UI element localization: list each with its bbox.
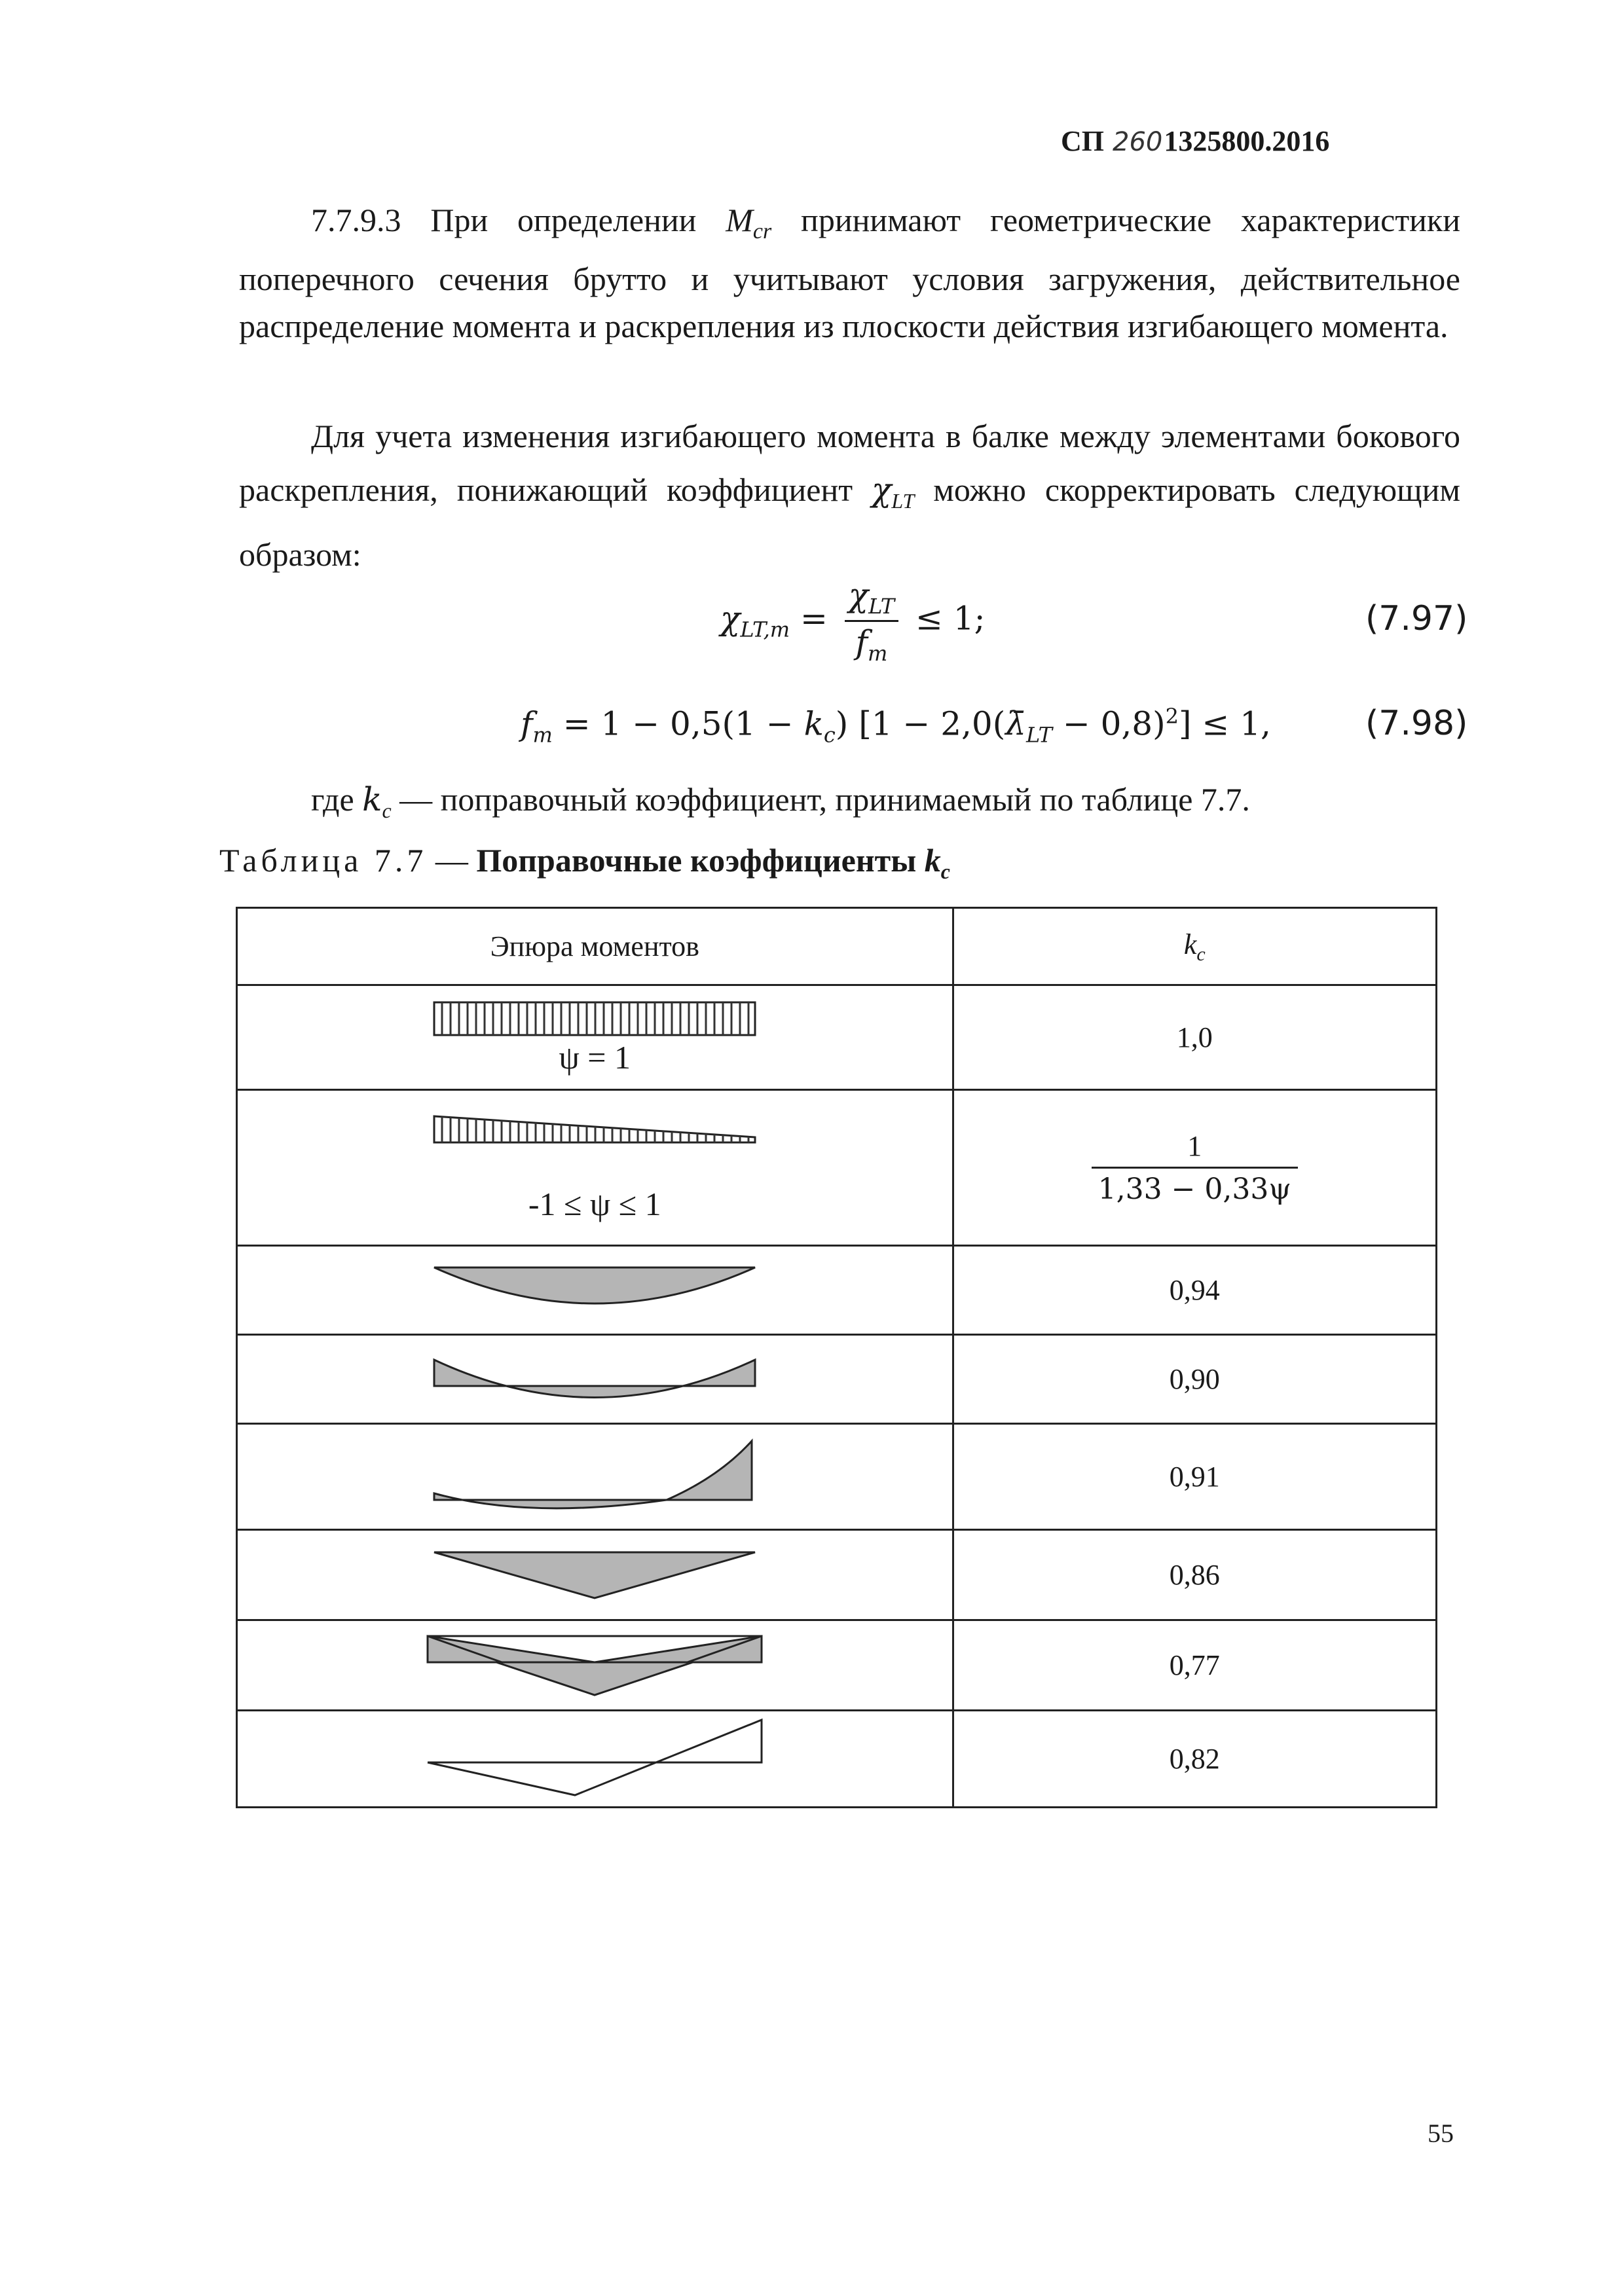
- psi-label-2: -1 ≤ ψ ≤ 1: [528, 1185, 661, 1222]
- kc-value-8: 0,82: [953, 1711, 1436, 1808]
- eq97-eq: =: [790, 599, 838, 638]
- kc-table: [236, 907, 1437, 1808]
- uniform-moment-diagram: [431, 999, 758, 1038]
- table-row: [237, 1424, 1437, 1530]
- eq98-part2: ) [1 − 2,0(: [835, 704, 1006, 743]
- diagram-cell-concentrated-load: [237, 1530, 953, 1620]
- page-number: 55: [1428, 2119, 1454, 2148]
- eq98-lhs-sub: m: [532, 722, 553, 748]
- linear-moment-diagram: [431, 1113, 758, 1159]
- diagram-cell-one-end-moment-parabola: [237, 1424, 953, 1530]
- table-row: [237, 1620, 1437, 1711]
- header-kc-sub: c: [1196, 943, 1206, 965]
- equation-number-7-98: (7.98): [1365, 704, 1468, 743]
- concentrated-load-moment-diagram: [431, 1546, 758, 1605]
- where-rest: — поправочный коэффициент, принимаемый по таблице 7.7.: [391, 781, 1250, 818]
- para2-rest: можно скорректировать следующим образом:: [239, 471, 1460, 573]
- handwritten-number: 260: [1113, 127, 1163, 157]
- table-row: [237, 1090, 1437, 1246]
- psi-label-1: ψ = 1: [559, 1038, 631, 1076]
- eq98-k: k: [803, 704, 824, 743]
- eq98-k-sub: c: [823, 722, 836, 748]
- header-kc: [953, 908, 1436, 985]
- symbol-chi: χ: [872, 471, 892, 509]
- header-kc-k: k: [1183, 928, 1197, 960]
- document-code: [1061, 124, 1329, 158]
- where-k: k: [362, 780, 382, 818]
- eq97-fraction: [845, 576, 898, 666]
- equation-number-7-97: (7.97): [1365, 599, 1468, 638]
- eq97-lhs: χ: [720, 599, 741, 638]
- paragraph-7-7-9-3: [239, 196, 1460, 350]
- eq97-den-sub: m: [868, 641, 888, 666]
- diagram-cell-uniform: [237, 985, 953, 1090]
- eq98-lambda-sub: LT: [1025, 722, 1052, 748]
- symbol-chi-sub: LT: [891, 489, 915, 513]
- para2-start: Для учета изменения изгибающего момента в балке между элементами бокового раскрепления, понижающий коэффициент: [239, 418, 1460, 508]
- caption-title: Поправочные коэффициенты: [476, 842, 925, 879]
- table-row: [237, 1335, 1437, 1424]
- kc-value-6: 0,86: [953, 1530, 1436, 1620]
- where-k-sub: c: [382, 799, 392, 822]
- para1-rest: принимают геометрические характеристики поперечного сечения брутто и учитывают условия загружения, действительное распределение момента и раскрепления из плоскости действия изгибающего момента.: [239, 202, 1460, 344]
- where-start: где: [311, 781, 363, 818]
- one-end-moment-diagram: [431, 1438, 758, 1516]
- table-row: [237, 1530, 1437, 1620]
- eq97-tail: ≤ 1;: [905, 599, 986, 638]
- where-line: [311, 780, 1250, 823]
- caption-k: k: [924, 842, 941, 879]
- end-moments-moment-diagram: [431, 1350, 758, 1409]
- equation-7-97: [720, 576, 985, 666]
- table-row: [237, 985, 1437, 1090]
- diagram-cell-linear: [237, 1090, 953, 1246]
- eq98-part3: − 0,8): [1052, 704, 1166, 743]
- table-row: [237, 1246, 1437, 1335]
- eq97-num: χ: [848, 576, 869, 614]
- code-number: 1325800.2016: [1164, 125, 1330, 157]
- symbol-M-sub: cr: [752, 219, 772, 244]
- eq98-part4: ] ≤ 1,: [1179, 704, 1271, 743]
- table-header-row: [237, 908, 1437, 985]
- eq98-part1: = 1 − 0,5(1 −: [552, 704, 804, 743]
- code-prefix: СП: [1061, 125, 1104, 157]
- kc-fraction-den: 1,33 − 0,33ψ: [1098, 1173, 1291, 1206]
- eq97-num-sub: LT: [868, 594, 895, 619]
- kc-fraction: [1092, 1129, 1298, 1206]
- kc-value-7: 0,77: [953, 1620, 1436, 1711]
- diagram-cell-concentrated-load-end-moments: [237, 1620, 953, 1711]
- caption-dash: —: [427, 842, 477, 879]
- caption-label: Таблица 7.7: [219, 842, 428, 879]
- eq98-lhs: f: [521, 704, 533, 743]
- table-caption: [219, 841, 950, 884]
- eq98-sup: 2: [1165, 704, 1179, 729]
- eq97-den: f: [855, 623, 868, 661]
- table-row: [237, 1711, 1437, 1808]
- concentrated-load-end-moments-diagram: [424, 1630, 765, 1702]
- eq98-lambda: λ̄: [1005, 704, 1026, 743]
- kc-value-5: 0,91: [953, 1424, 1436, 1530]
- para1-start: 7.7.9.3 При определении: [311, 202, 726, 238]
- header-moment-diagram: Эпюра моментов: [237, 908, 953, 985]
- kc-value-4: 0,90: [953, 1335, 1436, 1424]
- symbol-M: M: [726, 202, 753, 238]
- caption-k-sub: c: [940, 860, 950, 883]
- diagram-cell-antisymmetric: [237, 1711, 953, 1808]
- eq97-lhs-sub: LT,m: [740, 617, 790, 642]
- kc-value-3: 0,94: [953, 1246, 1436, 1335]
- antisymmetric-moment-diagram: [424, 1717, 765, 1802]
- paragraph-chi-correction: [239, 409, 1460, 581]
- diagram-cell-end-moments-parabola: [237, 1335, 953, 1424]
- parabolic-moment-diagram: [431, 1261, 758, 1320]
- equation-7-98: [521, 704, 1271, 748]
- kc-value-1: 1,0: [953, 985, 1436, 1090]
- kc-value-2: [953, 1090, 1436, 1246]
- diagram-cell-parabolic: [237, 1246, 953, 1335]
- kc-fraction-num: 1: [1092, 1129, 1298, 1169]
